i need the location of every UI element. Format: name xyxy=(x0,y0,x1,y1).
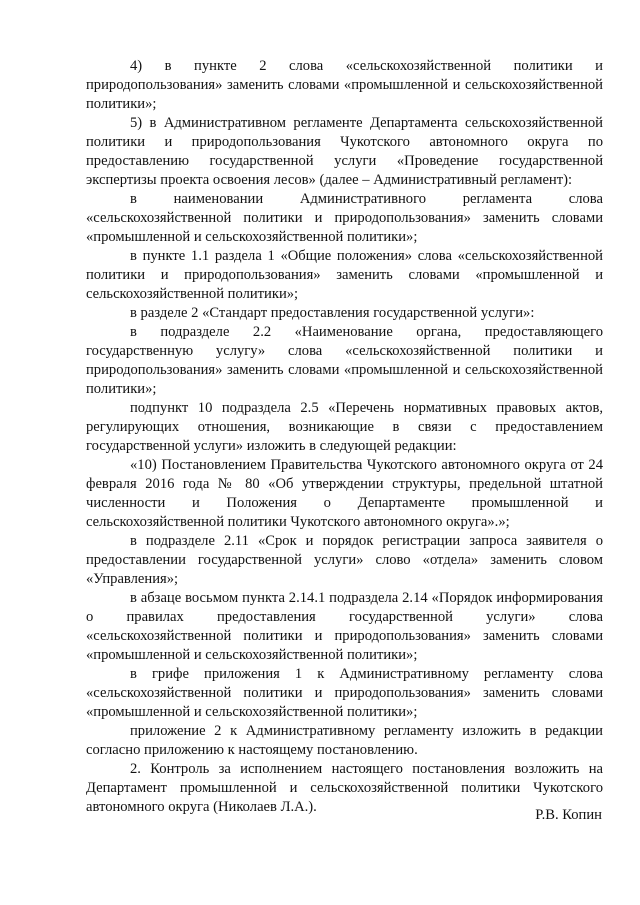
signature-name: Р.В. Копин xyxy=(535,807,602,823)
paragraph-quote-10: «10) Постановлением Правительства Чукотского автономного округа от 24 февраля 2016 года № 80 «Об утверждении структуры, предельной штатной численности и Положения о Департаменте промышленной и сельскохозяйственной политики Чукотского автономного округа».»; xyxy=(86,457,603,530)
paragraph-control: 2. Контроль за исполнением настоящего постановления возложить на Департамент промышленной и сельскохозяйственной политики Чукотского автономного округа (Николаев Л.А.). xyxy=(86,761,603,815)
paragraph-section-2: в разделе 2 «Стандарт предоставления государственной услуги»: xyxy=(130,305,535,321)
paragraph-subsection-2-11: в подразделе 2.11 «Срок и порядок регистрации запроса заявителя о предоставлении государственной услуги» слово «отдела» заменить словом «Управления»; xyxy=(86,533,603,587)
paragraph-appendix-1: в грифе приложения 1 к Административному регламенту слова «сельскохозяйственной политики и природопользования» заменить словами «промышленной и сельскохозяйственной политики»; xyxy=(86,666,603,720)
paragraph-point-1-1: в пункте 1.1 раздела 1 «Общие положения» слова «сельскохозяйственной политики и природопользования» заменить словами «промышленной и сельскохозяйственной политики»; xyxy=(86,248,603,302)
paragraph-item-4: 4) в пункте 2 слова «сельскохозяйственной политики и природопользования» заменить словами «промышленной и сельскохозяйственной политики»; xyxy=(86,58,603,112)
paragraph-subsection-2-2: в подразделе 2.2 «Наименование органа, предоставляющего государственную услугу» слова «сельскохозяйственной политики и природопользования» заменить словами «промышленной и сельскохозяйственной политики»; xyxy=(86,324,603,397)
paragraph-item-5: 5) в Административном регламенте Департамента сельскохозяйственной политики и природопользования Чукотского автономного округа по предоставлению государственной услуги «Проведение государственной экспертизы проекта освоения лесов» (далее – Административный регламент): xyxy=(86,115,603,188)
document-body xyxy=(86,57,603,817)
paragraph-appendix-2: приложение 2 к Административному регламенту изложить в редакции согласно приложению к настоящему постановлению. xyxy=(86,723,603,758)
paragraph-title-amendment: в наименовании Административного регламента слова «сельскохозяйственной политики и природопользования» заменить словами «промышленной и сельскохозяйственной политики»; xyxy=(86,191,603,245)
paragraph-subsection-2-5: подпункт 10 подраздела 2.5 «Перечень нормативных правовых актов, регулирующих отношения, возникающие в связи с предоставлением государственной услуги» изложить в следующей редакции: xyxy=(86,400,603,454)
paragraph-point-2-14-1: в абзаце восьмом пункта 2.14.1 подраздела 2.14 «Порядок информирования о правилах предоставления государственной услуги» слова «сельскохозяйственной политики и природопользования» заменить словами «промышленной и сельскохозяйственной политики»; xyxy=(86,590,603,663)
